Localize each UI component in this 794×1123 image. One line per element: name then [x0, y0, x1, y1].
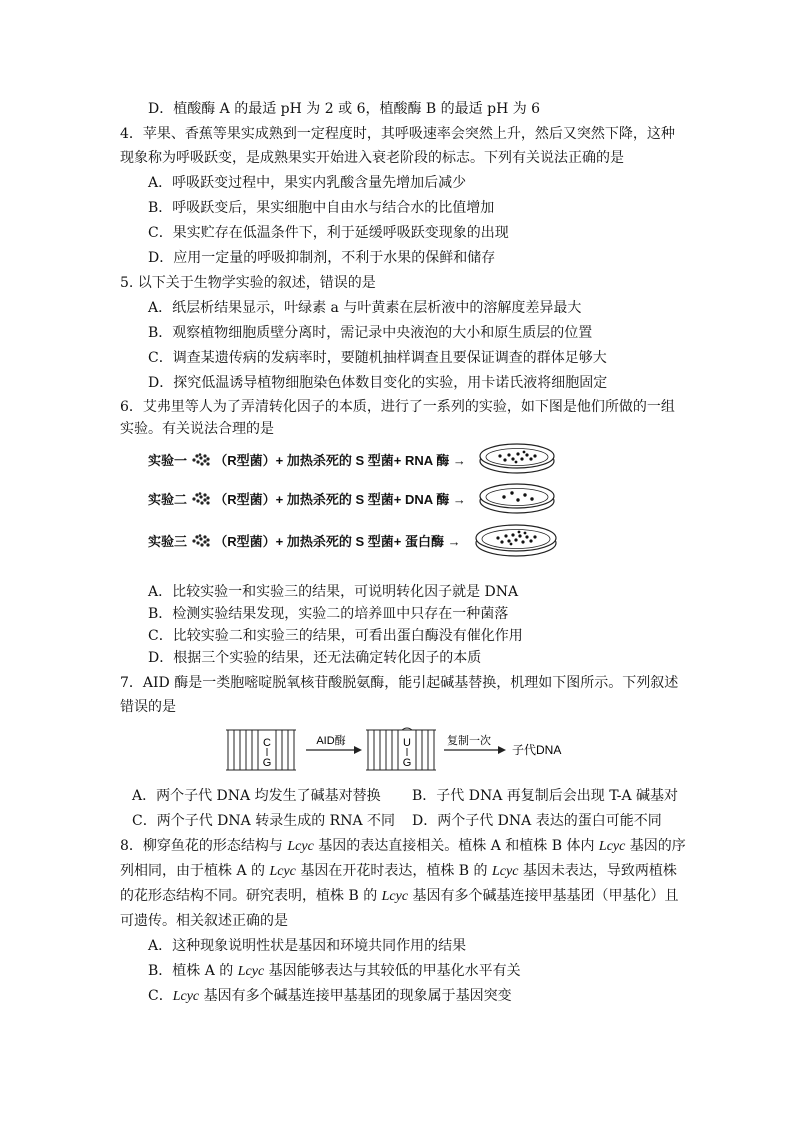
q7-option-a: A．两个子代 DNA 均发生了碱基对替换 — [132, 788, 381, 804]
q8-option-text: A．这种现象说明性状是基因和环境共同作用的结果 — [148, 938, 467, 954]
gene-name: Lcyc — [287, 839, 314, 854]
r-bacteria-cluster-icon — [191, 492, 211, 506]
arrow-icon — [354, 746, 362, 754]
q8-text: 基因未表达，导致两植株 — [518, 863, 677, 879]
q6-option-b: B．检测实验结果发现，实验二的培养皿中只存在一种菌落 — [148, 606, 509, 622]
q8-text: 基因有多个碱基连接甲基基团（甲基化）且 — [408, 888, 679, 904]
q8-stem-line-2 — [120, 861, 677, 882]
gene-name: Lcyc — [237, 964, 265, 979]
q4-stem-line-1: 4．苹果、香蕉等果实成熟到一定程度时，其呼吸速率会突然上升，然后又突然下降，这种 — [120, 126, 675, 142]
q7-option-c: C．两个子代 DNA 转录生成的 RNA 不同 — [132, 813, 395, 829]
arrow-icon: → — [452, 492, 466, 507]
petri-dish-1 — [478, 441, 556, 475]
q8-text: 的花形态结构不同。研究表明，植株 B 的 — [120, 888, 382, 904]
q4-stem-line-2: 现象称为呼吸跃变，是成熟果实开始进入衰老阶段的标志。下列有关说法正确的是 — [120, 150, 624, 166]
q8-text: 基因的表达直接相关。植株 A 和植株 B 体内 — [313, 838, 599, 854]
q4-option-a: A．呼吸跃变过程中，果实内乳酸含量先增加后减少 — [148, 175, 467, 191]
gene-name: Lcyc — [492, 864, 519, 879]
q7-stem-line-1: 7．AID 酶是一类胞嘧啶脱氧核苷酸脱氨酶，能引起碱基替换，机理如下图所示。下列叙述 — [120, 675, 679, 691]
gene-name: Lcyc — [381, 889, 409, 904]
q4-option-c: C．果实贮存在低温条件下，利于延缓呼吸跃变现象的出现 — [148, 225, 509, 241]
q3-option-d: D．植酸酶 A 的最适 pH 为 2 或 6，植酸酶 B 的最适 pH 为 6 — [148, 101, 541, 117]
experiment-2-label: 实验二 — [148, 492, 188, 507]
experiment-2-row — [148, 491, 466, 509]
q6-stem-line-1: 6．艾弗里等人为了弄清转化因子的本质，进行了一系列的实验，如下图是他们所做的一组 — [120, 399, 675, 415]
q5-option-a: A．纸层析结果显示，叶绿素 a 与叶黄素在层析液中的溶解度差异最大 — [148, 300, 582, 316]
experiment-1-label: 实验一 — [148, 453, 188, 468]
aid-enzyme-label: AID酶 — [316, 735, 346, 747]
arrow-icon: → — [452, 453, 466, 468]
experiment-3-label: 实验三 — [148, 534, 188, 549]
q5-option-d: D．探究低温诱导植物细胞染色体数目变化的实验，用卡诺氏液将细胞固定 — [148, 375, 608, 391]
base-c: C — [263, 737, 271, 749]
offspring-dna-label: 子代DNA — [512, 743, 562, 757]
experiment-1-row — [148, 452, 466, 470]
gene-name: Lcyc — [598, 839, 626, 854]
q7-option-b: B．子代 DNA 再复制后会出现 T-A 碱基对 — [412, 788, 679, 804]
q8-text: 基因的序 — [625, 838, 686, 854]
q8-option-a — [148, 936, 466, 956]
q6-option-d: D．根据三个实验的结果，还无法确定转化因子的本质 — [148, 650, 482, 666]
q8-option-text: 基因能够表达与其较低的甲基化水平有关 — [264, 963, 521, 979]
replicate-once-label: 复制一次 — [447, 735, 491, 747]
q5-stem: 5. 以下关于生物学实验的叙述，错误的是 — [120, 275, 376, 291]
q7-stem-line-2: 错误的是 — [120, 699, 176, 715]
q6-option-c: C．比较实验二和实验三的结果，可看出蛋白酶没有催化作用 — [148, 628, 523, 644]
base-g: G — [402, 757, 412, 769]
q8-stem-line-3 — [120, 886, 679, 907]
q8-option-text: C． — [148, 988, 173, 1004]
gene-name: Lcyc — [172, 989, 200, 1004]
q5-option-c: C．调查某遗传病的发病率时，要随机抽样调查且要保证调查的群体足够大 — [148, 350, 607, 366]
q8-option-b — [148, 961, 521, 982]
q8-text: 基因在开花时表达，植株 B 的 — [295, 863, 492, 879]
q4-option-b: B．呼吸跃变后，果实细胞中自由水与结合水的比值增加 — [148, 200, 495, 216]
q8-stem-line-4 — [120, 911, 288, 931]
base-g: G — [262, 757, 272, 769]
q8-option-text: B．植株 A 的 — [148, 963, 238, 979]
arrow-icon — [498, 746, 506, 754]
experiment-3-row — [148, 533, 461, 551]
petri-dish-2 — [478, 481, 556, 515]
q8-option-text: 基因有多个碱基连接甲基基团的现象属于基因突变 — [199, 988, 512, 1004]
aid-enzyme-diagram — [226, 726, 576, 774]
arrow-icon: → — [447, 534, 461, 549]
q4-option-d: D．应用一定量的呼吸抑制剂，不利于水果的保鲜和储存 — [148, 250, 496, 266]
q6-option-a: A．比较实验一和实验三的结果，可说明转化因子就是 DNA — [148, 584, 519, 600]
experiment-3-mixture: （R型菌）+ 加热杀死的 S 型菌+ 蛋白酶 — [214, 534, 444, 549]
q6-stem-line-2: 实验。有关说法合理的是 — [120, 421, 274, 437]
q8-text: 8．柳穿鱼花的形态结构与 — [120, 838, 288, 854]
q8-option-c — [148, 986, 512, 1007]
experiment-1-mixture: （R型菌）+ 加热杀死的 S 型菌+ RNA 酶 — [214, 453, 450, 468]
base-u: U — [403, 737, 411, 749]
q8-text: 列相同，由于植株 A 的 — [120, 863, 270, 879]
r-bacteria-cluster-icon — [191, 534, 211, 548]
q8-text: 可遗传。相关叙述正确的是 — [120, 913, 288, 929]
q7-option-d: D．两个子代 DNA 表达的蛋白可能不同 — [412, 813, 662, 829]
q8-stem-line-1 — [120, 836, 686, 857]
petri-dish-3 — [474, 521, 558, 559]
r-bacteria-cluster-icon — [191, 453, 211, 467]
gene-name: Lcyc — [269, 864, 296, 879]
experiment-2-mixture: （R型菌）+ 加热杀死的 S 型菌+ DNA 酶 — [214, 492, 450, 507]
q5-option-b: B．观察植物细胞质壁分离时，需记录中央液泡的大小和原生质层的位置 — [148, 325, 593, 341]
